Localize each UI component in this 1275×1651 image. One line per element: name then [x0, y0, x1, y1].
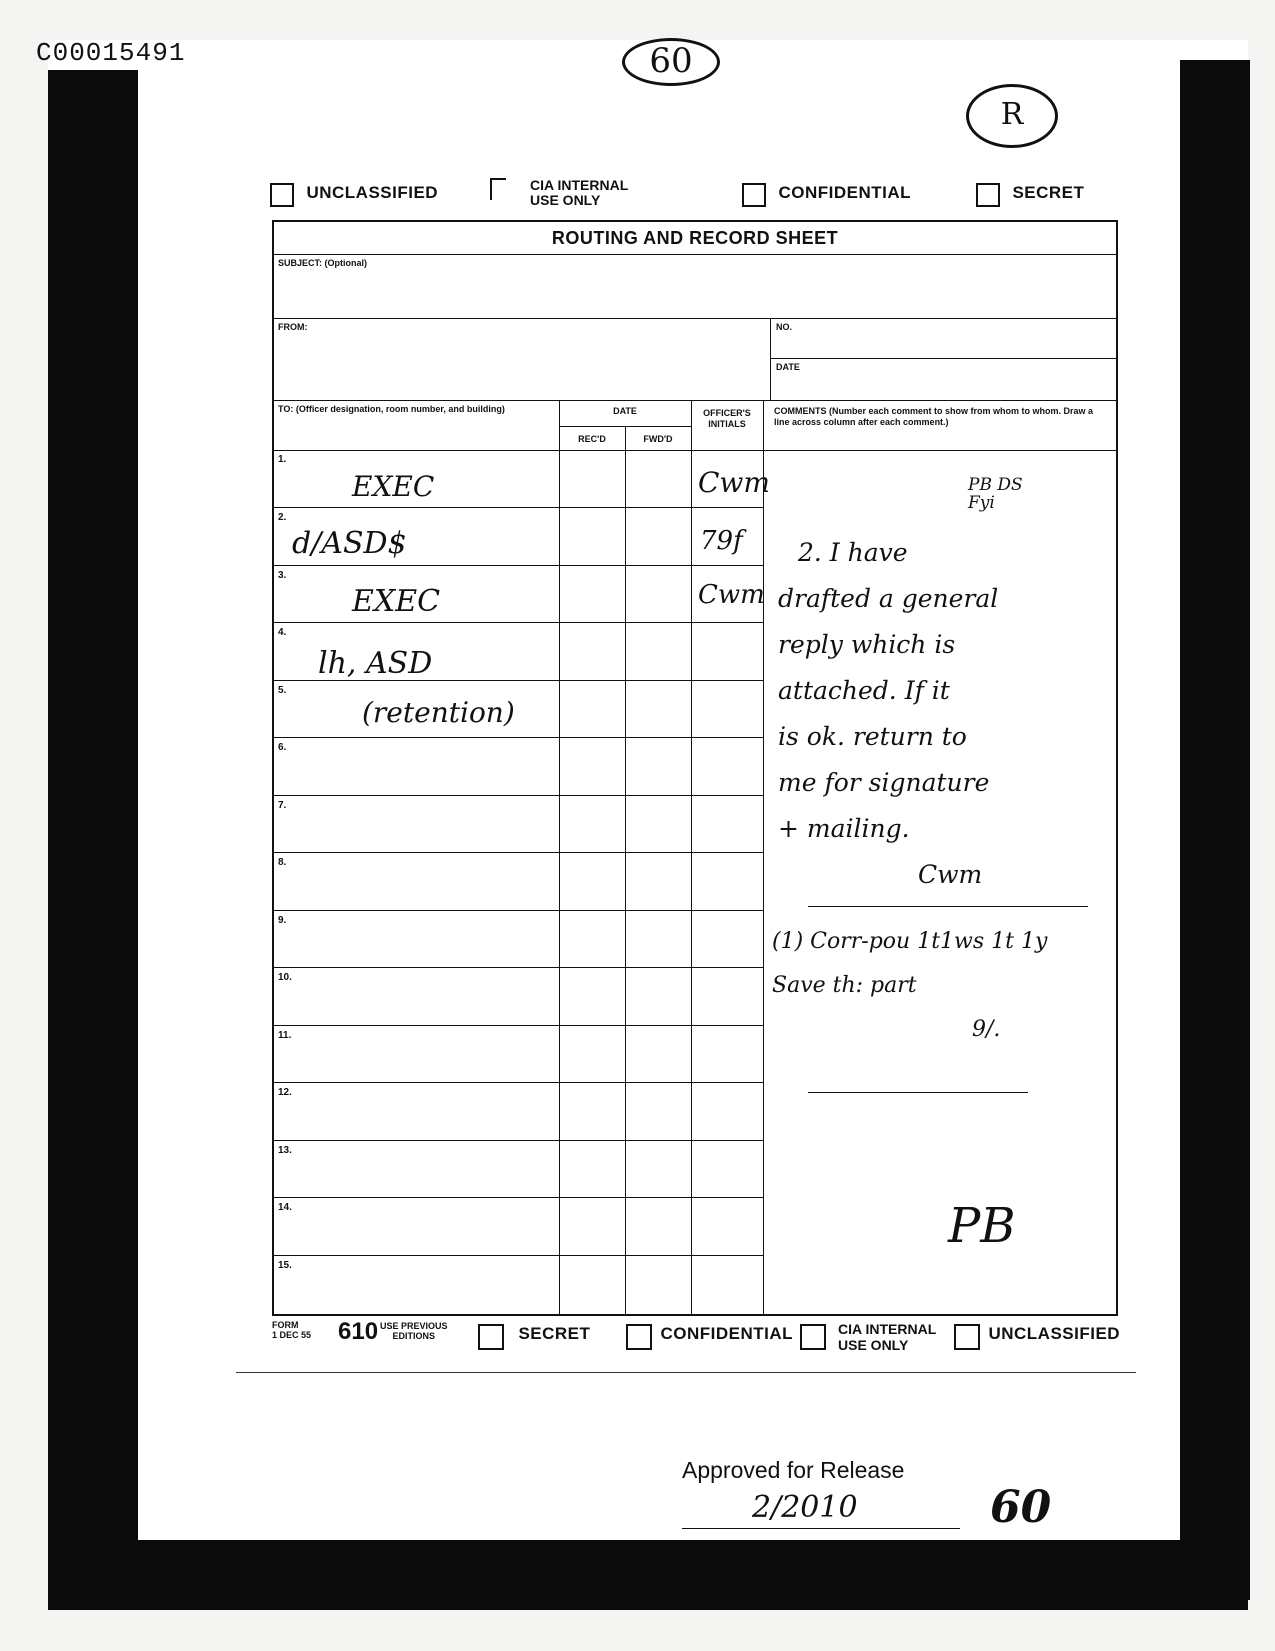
- table-row: [274, 967, 763, 1025]
- row-number: 9.: [278, 914, 287, 926]
- approval-underline: [682, 1528, 960, 1529]
- hand-row2-initials: 79f: [700, 526, 743, 556]
- page-number-circle: 60: [622, 38, 720, 86]
- no-label: NO.: [776, 322, 793, 332]
- table-row: [274, 795, 763, 853]
- class-label-1: CIA INTERNAL: [530, 177, 629, 193]
- comment-1-lines: [778, 530, 1098, 898]
- row-number: 7.: [278, 799, 287, 811]
- row-number: 1.: [278, 454, 287, 465]
- checkbox-icon: [270, 183, 294, 207]
- comment-line: 2. I have: [798, 538, 908, 567]
- row-number: 12.: [278, 1087, 292, 1099]
- to-label: TO: (Officer designation, room number, and building): [278, 404, 505, 414]
- form-bottom-edge: [236, 1372, 1136, 1373]
- hand-row1-to: EXEC: [352, 470, 435, 503]
- class-top-unclassified: [270, 183, 438, 212]
- form-title: ROUTING AND RECORD SHEET: [551, 228, 839, 248]
- fwdd-label: FWD'D: [643, 434, 673, 444]
- class-label: SECRET: [518, 1324, 591, 1343]
- use-prev-1: USE PREVIOUS: [380, 1321, 448, 1331]
- table-row: [274, 1025, 763, 1083]
- review-stamp: R: [966, 84, 1058, 148]
- row-number: 11.: [278, 1029, 292, 1041]
- class-bottom-secret: [478, 1324, 590, 1355]
- comment-line: + mailing.: [778, 814, 910, 843]
- comment-line: reply which is: [778, 630, 956, 659]
- row-number: 2.: [278, 512, 287, 524]
- class-label: CONFIDENTIAL: [778, 183, 911, 202]
- checkbox-icon: [742, 183, 766, 207]
- comment-line: drafted a general: [778, 584, 999, 613]
- form-small-1: FORM: [272, 1320, 299, 1330]
- use-previous: [380, 1321, 448, 1341]
- comment-line: is ok. return to: [778, 722, 967, 751]
- comment-2-lines: [772, 920, 1092, 1052]
- scan-border-bottom: [48, 1540, 1248, 1610]
- comment-divider-2: [808, 1092, 1028, 1093]
- approval-text: Approved for Release: [682, 1457, 905, 1483]
- scan-border-right: [1180, 60, 1250, 1600]
- class-label-1: CIA INTERNAL: [838, 1321, 937, 1337]
- table-row: [274, 1197, 763, 1255]
- class-label-2: USE ONLY: [530, 192, 601, 208]
- class-top-secret: [976, 183, 1084, 212]
- class-label-2: USE ONLY: [838, 1337, 909, 1353]
- comment-1: [778, 530, 1098, 898]
- comment-line: 9/.: [972, 1017, 1001, 1042]
- table-row: [274, 852, 763, 910]
- row-number: 6.: [278, 742, 287, 754]
- class-label: CONFIDENTIAL: [660, 1324, 793, 1343]
- comment-line: Cwm: [918, 860, 983, 889]
- class-top-confidential: [742, 183, 911, 212]
- officers-label-1: OFFICER'S: [703, 408, 751, 418]
- form-number: 610: [338, 1318, 379, 1345]
- comment-2: [772, 920, 1092, 1052]
- approval-date: 2/2010: [752, 1490, 858, 1525]
- class-bottom-unclassified: [954, 1324, 1120, 1355]
- table-row: [274, 450, 763, 507]
- comments-label: COMMENTS (Number each comment to show from whom to whom. Draw a line across column after each comment.): [774, 406, 1094, 427]
- hand-row4-to: lh, ASD: [318, 646, 433, 681]
- table-row: [274, 680, 763, 738]
- checkbox-icon: [800, 1324, 826, 1350]
- officers-label-2: INITIALS: [708, 419, 746, 429]
- comment-line: (1) Corr-pou 1t1ws 1t 1y: [772, 929, 1048, 954]
- class-top-cia-internal: [490, 177, 629, 208]
- class-label: SECRET: [1012, 183, 1085, 202]
- class-bottom-cia-internal: [800, 1321, 937, 1355]
- subject-label: SUBJECT: (Optional): [278, 258, 367, 268]
- checkbox-icon: [490, 178, 506, 200]
- row-number: 13.: [278, 1144, 292, 1156]
- row-number: 5.: [278, 684, 287, 696]
- hand-final-initials: PB: [948, 1198, 1016, 1254]
- checkbox-icon: [478, 1324, 504, 1350]
- table-row: [274, 910, 763, 968]
- document-id: C00015491: [36, 38, 186, 68]
- row-number: 4.: [278, 627, 287, 639]
- table-row: [274, 1140, 763, 1198]
- checkbox-icon: [626, 1324, 652, 1350]
- from-label: FROM:: [278, 322, 308, 332]
- comment-line: me for signature: [778, 768, 990, 797]
- comment-line: attached. If it: [778, 676, 950, 705]
- comment-divider-1: [808, 906, 1088, 907]
- row-number: 3.: [278, 569, 287, 581]
- hand-row1-initials: Cwm: [698, 466, 770, 499]
- recd-label: REC'D: [578, 434, 606, 444]
- comment-line: Save th: part: [772, 973, 917, 998]
- use-prev-2: EDITIONS: [392, 1331, 436, 1341]
- row-number: 15.: [278, 1259, 292, 1271]
- table-row: [274, 1255, 763, 1313]
- date-col-label: DATE: [613, 406, 637, 416]
- form-small-2: 1 DEC 55: [272, 1330, 312, 1340]
- checkbox-icon: [976, 183, 1000, 207]
- approval-number: 60: [990, 1482, 1052, 1533]
- class-bottom-confidential: [626, 1324, 793, 1355]
- hand-stamp-initials: PB DS Fyi: [968, 475, 1023, 513]
- hand-row3-to: EXEC: [352, 584, 441, 619]
- row-number: 8.: [278, 857, 287, 869]
- table-row: [274, 737, 763, 795]
- date-label: DATE: [776, 362, 800, 372]
- hand-row3-initials: Cwm: [698, 580, 765, 610]
- hand-row5-to: (retention): [362, 696, 515, 729]
- checkbox-icon: [954, 1324, 980, 1350]
- routing-rows: [274, 450, 763, 1312]
- class-label: UNCLASSIFIED: [988, 1324, 1121, 1343]
- row-number: 14.: [278, 1202, 292, 1214]
- table-row: [274, 565, 763, 623]
- class-label: UNCLASSIFIED: [306, 183, 439, 202]
- row-number: 10.: [278, 972, 292, 984]
- scan-border-left: [48, 70, 138, 1600]
- table-row: [274, 1082, 763, 1140]
- form-small-label: [272, 1320, 311, 1340]
- hand-row2-to: d/ASD$: [292, 526, 407, 561]
